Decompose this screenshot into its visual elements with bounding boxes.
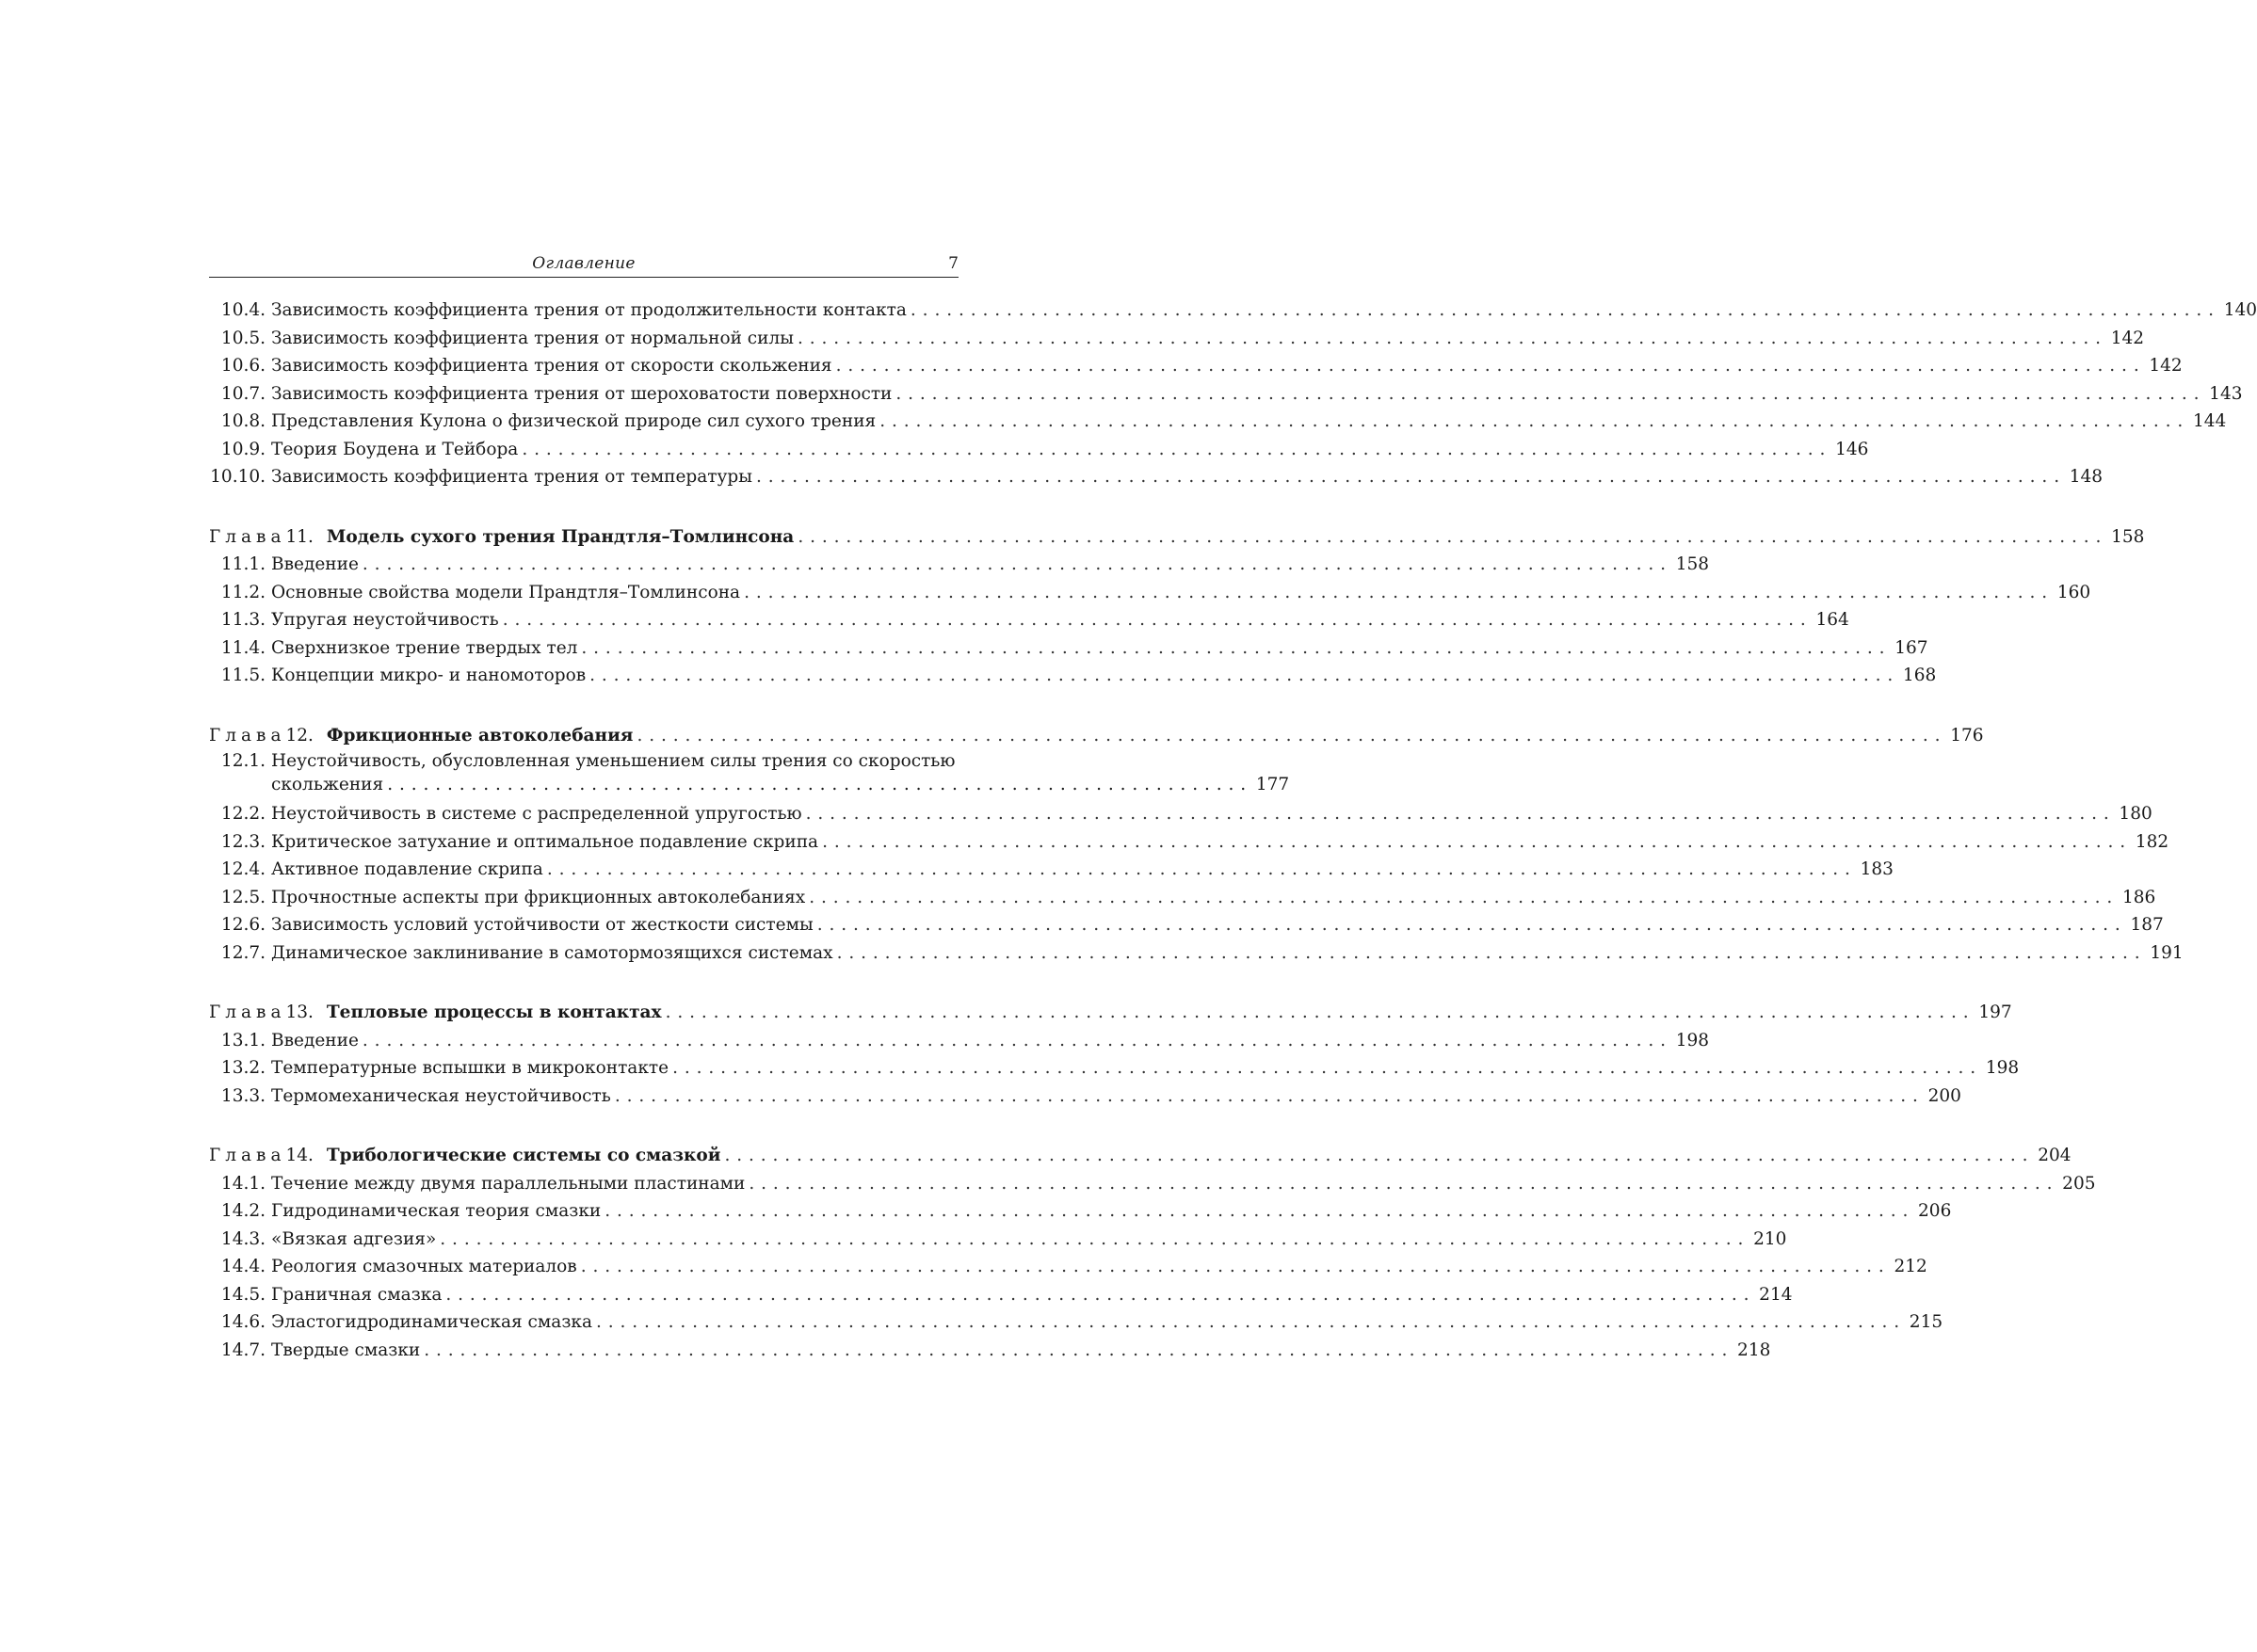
entry-title: Сверхнизкое трение твердых тел bbox=[271, 637, 578, 658]
dot-leader bbox=[837, 939, 2140, 968]
dot-leader bbox=[806, 800, 2109, 828]
entry-title: «Вязкая адгезия» bbox=[271, 1228, 437, 1249]
toc-entry[interactable] bbox=[209, 579, 2091, 607]
toc-entry[interactable] bbox=[209, 1054, 2020, 1083]
entry-number: 12.6. bbox=[220, 915, 266, 935]
entry-title: Зависимость коэффициента трения от нормальной силы bbox=[271, 328, 794, 348]
chapter-label: Глава bbox=[209, 1002, 286, 1022]
toc-entry[interactable] bbox=[209, 463, 2104, 491]
entry-title: Граничная смазка bbox=[271, 1284, 443, 1305]
entry-title: Течение между двумя параллельными пластинами bbox=[271, 1173, 746, 1194]
entry-body bbox=[271, 749, 1290, 796]
dot-leader bbox=[596, 1308, 1899, 1337]
chapter-page: 176 bbox=[1950, 725, 1984, 746]
chapter-number: 13. bbox=[285, 1002, 314, 1022]
dot-leader bbox=[363, 1027, 1666, 1055]
dot-leader bbox=[581, 634, 1884, 663]
dot-leader bbox=[756, 463, 2059, 491]
dot-leader bbox=[911, 297, 2214, 325]
entry-title: Активное подавление скрипа bbox=[271, 859, 543, 879]
entry-page: 146 bbox=[1835, 439, 1869, 459]
entry-page: 205 bbox=[2062, 1173, 2096, 1194]
entry-number: 14.1. bbox=[220, 1173, 266, 1194]
toc-chapter-heading[interactable] bbox=[209, 999, 2012, 1027]
entry-page: 212 bbox=[1894, 1257, 1927, 1276]
chapter-label: Глава bbox=[209, 1146, 286, 1165]
toc-group-chapter-11 bbox=[209, 523, 2145, 690]
dot-leader bbox=[637, 722, 1940, 750]
entry-number: 10.5. bbox=[220, 328, 266, 348]
chapter-title: Фрикционные автоколебания bbox=[326, 725, 634, 746]
entry-page: 186 bbox=[2121, 887, 2156, 907]
entry-title: Зависимость коэффициента трения от температуры bbox=[271, 467, 752, 487]
entry-title: Зависимость коэффициента трения от продолжительности контакта bbox=[271, 300, 907, 320]
entry-page: 187 bbox=[2130, 915, 2164, 935]
dot-leader bbox=[522, 436, 1825, 464]
entry-title: Основные свойства модели Прандтля–Томлинсона bbox=[271, 582, 741, 602]
dot-leader bbox=[424, 1337, 1727, 1365]
entry-page: 168 bbox=[1902, 666, 1937, 685]
entry-number: 12.2. bbox=[220, 804, 266, 824]
entry-page: 142 bbox=[2149, 356, 2183, 376]
entry-title: Введение bbox=[271, 554, 359, 574]
entry-title: Термомеханическая неустойчивость bbox=[271, 1085, 611, 1106]
dot-leader bbox=[615, 1083, 1918, 1111]
entry-number: 14.7. bbox=[220, 1339, 266, 1360]
chapter-number: 12. bbox=[285, 725, 314, 746]
entry-number: 11.5. bbox=[220, 666, 266, 685]
toc-chapter-heading[interactable] bbox=[209, 523, 2145, 552]
dot-leader bbox=[666, 999, 1969, 1027]
entry-number: 14.3. bbox=[220, 1228, 266, 1249]
entry-number: 13.2. bbox=[220, 1058, 266, 1078]
toc-entry[interactable] bbox=[209, 551, 1710, 579]
toc-entry[interactable] bbox=[209, 1253, 1927, 1281]
dot-leader bbox=[724, 1142, 2027, 1170]
chapter-title: Модель сухого трения Прандтля–Томлинсона bbox=[326, 526, 795, 547]
chapter-number: 14. bbox=[285, 1146, 314, 1165]
chapter-label: Глава bbox=[209, 725, 286, 746]
entry-page: 160 bbox=[2056, 582, 2091, 602]
entry-number: 14.4. bbox=[220, 1257, 266, 1276]
entry-title-line-2-row bbox=[271, 773, 1289, 796]
entry-page: 140 bbox=[2223, 300, 2257, 320]
chapter-page: 204 bbox=[2038, 1146, 2072, 1165]
toc-group-chapter-12 bbox=[209, 722, 2184, 968]
entry-number: 12.4. bbox=[220, 859, 266, 879]
entry-title: Критическое затухание и оптимальное подавление скрипа bbox=[271, 831, 819, 852]
toc-entry[interactable] bbox=[209, 800, 2152, 828]
entry-number: 11.4. bbox=[220, 637, 266, 658]
entry-page: 214 bbox=[1759, 1284, 1793, 1305]
entry-title-line-1: Неустойчивость, обусловленная уменьшением силы трения со скоростью bbox=[271, 751, 956, 771]
toc-entry[interactable] bbox=[209, 352, 2183, 380]
running-title: Оглавление bbox=[532, 254, 636, 273]
entry-title: Теория Боудена и Тейбора bbox=[271, 439, 519, 459]
entry-title: Введение bbox=[271, 1030, 359, 1051]
entry-page: 200 bbox=[1927, 1085, 1961, 1106]
entry-number: 10.8. bbox=[220, 411, 266, 431]
chapter-number: 11. bbox=[285, 526, 314, 547]
entry-number: 10.4. bbox=[220, 300, 266, 320]
dot-leader bbox=[363, 551, 1666, 579]
document-page bbox=[209, 250, 2257, 1364]
entry-page: 158 bbox=[1675, 554, 1710, 574]
entry-page: 218 bbox=[1737, 1339, 1771, 1360]
dot-leader bbox=[817, 911, 2120, 939]
chapter-label: Глава bbox=[209, 526, 286, 547]
dot-leader bbox=[503, 606, 1806, 634]
entry-number: 12.3. bbox=[220, 831, 266, 852]
entry-title: Представления Кулона о физической природе сил сухого трения bbox=[271, 411, 877, 431]
toc-group-chapter-13 bbox=[209, 999, 2020, 1110]
entry-page: 177 bbox=[1255, 775, 1290, 794]
dot-leader bbox=[672, 1054, 1975, 1083]
running-head bbox=[209, 250, 959, 278]
toc-entry[interactable] bbox=[209, 1083, 1961, 1111]
entry-page: 180 bbox=[2119, 804, 2152, 824]
entry-number: 11.2. bbox=[220, 582, 266, 602]
entry-title: Зависимость коэффициента трения от скорости скольжения bbox=[271, 356, 832, 376]
toc-entry[interactable] bbox=[209, 911, 2164, 939]
dot-leader bbox=[581, 1253, 1884, 1281]
entry-number: 10.7. bbox=[220, 383, 266, 404]
entry-page: 210 bbox=[1753, 1228, 1787, 1249]
entry-title: Реология смазочных материалов bbox=[271, 1257, 577, 1276]
toc-entry[interactable] bbox=[209, 325, 2145, 353]
entry-number: 14.2. bbox=[220, 1201, 266, 1221]
entry-title-line-2: скольжения bbox=[271, 775, 384, 794]
entry-page: 148 bbox=[2069, 467, 2104, 487]
entry-title: Прочностные аспекты при фрикционных автоколебаниях bbox=[271, 887, 806, 907]
entry-page: 215 bbox=[1909, 1312, 1943, 1332]
chapter-page: 197 bbox=[1978, 1002, 2012, 1022]
toc-entry[interactable] bbox=[209, 1027, 1710, 1055]
entry-title: Зависимость условий устойчивости от жесткости системы bbox=[271, 915, 814, 935]
entry-page: 191 bbox=[2150, 942, 2184, 963]
toc-entry[interactable] bbox=[209, 606, 1849, 634]
entry-title: Зависимость коэффициента трения от шероховатости поверхности bbox=[271, 383, 893, 404]
entry-number: 13.3. bbox=[220, 1085, 266, 1106]
entry-page: 206 bbox=[1918, 1201, 1952, 1221]
dot-leader bbox=[387, 773, 1246, 796]
toc-entry[interactable] bbox=[209, 297, 2257, 325]
toc-entry[interactable] bbox=[209, 408, 2227, 436]
entry-page: 182 bbox=[2135, 831, 2169, 852]
entry-number: 12.1. bbox=[220, 751, 266, 771]
dot-leader bbox=[879, 408, 2183, 436]
entry-title: Твердые смазки bbox=[271, 1339, 421, 1360]
dot-leader bbox=[895, 380, 2199, 409]
entry-number: 10.10. bbox=[210, 467, 266, 487]
entry-page: 183 bbox=[1860, 859, 1894, 879]
toc-group-chapter-10 bbox=[209, 297, 2257, 491]
entry-number: 11.3. bbox=[220, 610, 266, 630]
toc-entry[interactable] bbox=[209, 939, 2184, 968]
dot-leader bbox=[798, 523, 2101, 552]
toc-entry[interactable] bbox=[209, 436, 1869, 464]
dot-leader bbox=[836, 352, 2139, 380]
toc-entry[interactable] bbox=[209, 884, 2156, 912]
entry-number: 12.7. bbox=[220, 942, 266, 963]
entry-page: 142 bbox=[2110, 328, 2145, 348]
toc-entry[interactable] bbox=[209, 856, 1894, 884]
dot-leader bbox=[809, 884, 2112, 912]
entry-number: 12.5. bbox=[220, 887, 266, 907]
toc-entry-wrapped[interactable] bbox=[209, 749, 1290, 796]
toc-entry[interactable] bbox=[209, 380, 2243, 409]
entry-title: Упругая неустойчивость bbox=[271, 610, 499, 630]
entry-number: 11.1. bbox=[220, 554, 266, 574]
entry-title: Неустойчивость в системе с распределенной упругостью bbox=[271, 804, 802, 824]
dot-leader bbox=[822, 828, 2125, 857]
dot-leader bbox=[749, 1170, 2052, 1198]
toc-entry[interactable] bbox=[209, 634, 1928, 663]
chapter-page: 158 bbox=[2111, 526, 2145, 547]
entry-number: 10.9. bbox=[220, 439, 266, 459]
entry-title: Гидродинамическая теория смазки bbox=[271, 1201, 602, 1221]
toc-entry[interactable] bbox=[209, 1308, 1943, 1337]
entry-page: 143 bbox=[2209, 383, 2243, 404]
chapter-title: Тепловые процессы в контактах bbox=[326, 1002, 662, 1022]
entry-number: 14.6. bbox=[220, 1312, 266, 1332]
entry-page: 144 bbox=[2193, 411, 2227, 431]
entry-number: 10.6. bbox=[220, 356, 266, 376]
entry-title: Динамическое заклинивание в самотормозящихся системах bbox=[271, 942, 833, 963]
toc-chapter-heading[interactable] bbox=[209, 1142, 2072, 1170]
entry-number: 13.1. bbox=[220, 1030, 266, 1051]
entry-page: 198 bbox=[1985, 1058, 2020, 1078]
toc-entry[interactable] bbox=[209, 828, 2169, 857]
toc-entry[interactable] bbox=[209, 1170, 2096, 1198]
dot-leader bbox=[547, 856, 1850, 884]
entry-title: Температурные вспышки в микроконтакте bbox=[271, 1058, 669, 1078]
entry-title: Концепции микро- и наномоторов bbox=[271, 666, 587, 685]
toc-entry[interactable] bbox=[209, 1197, 1952, 1226]
entry-title: Эластогидродинамическая смазка bbox=[271, 1312, 593, 1332]
toc-group-chapter-14 bbox=[209, 1142, 2096, 1364]
dot-leader bbox=[589, 662, 1893, 690]
dot-leader bbox=[744, 579, 2047, 607]
dot-leader bbox=[440, 1226, 1743, 1254]
toc-entry[interactable] bbox=[209, 1281, 1793, 1309]
entry-number: 14.5. bbox=[220, 1284, 266, 1305]
dot-leader bbox=[445, 1281, 1749, 1309]
dot-leader bbox=[605, 1197, 1908, 1226]
table-of-contents bbox=[209, 297, 2257, 1364]
entry-page: 164 bbox=[1815, 610, 1849, 630]
toc-chapter-heading[interactable] bbox=[209, 722, 1984, 750]
entry-page: 167 bbox=[1894, 637, 1928, 658]
chapter-title: Трибологические системы со смазкой bbox=[326, 1146, 721, 1165]
entry-page: 198 bbox=[1675, 1030, 1710, 1051]
dot-leader bbox=[798, 325, 2101, 353]
page-number: 7 bbox=[948, 254, 959, 273]
toc-entry[interactable] bbox=[209, 1337, 1771, 1365]
toc-entry[interactable] bbox=[209, 1226, 1787, 1254]
toc-entry[interactable] bbox=[209, 662, 1937, 690]
